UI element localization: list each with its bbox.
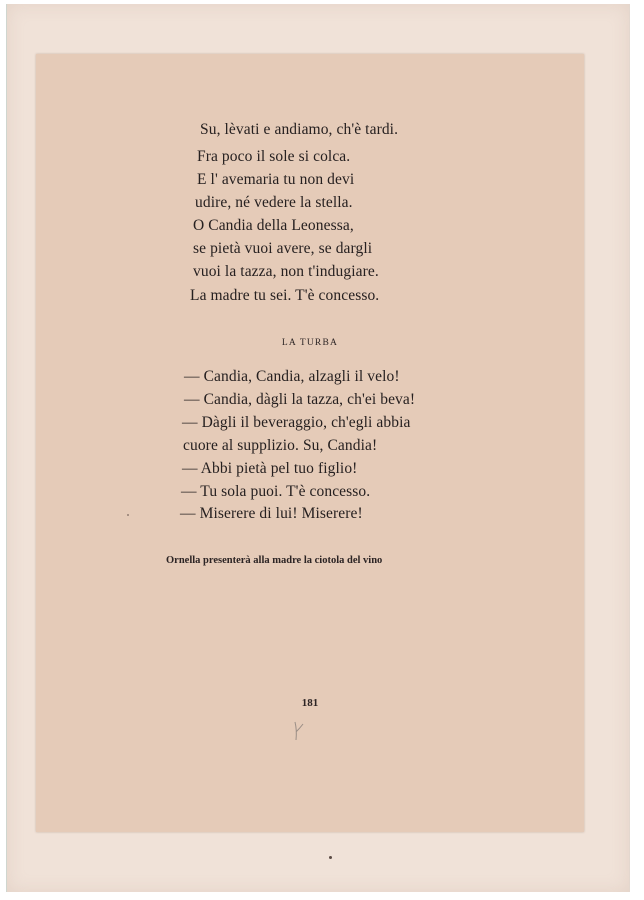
- book-page: [36, 54, 584, 832]
- mount-sheet: [6, 4, 630, 892]
- verse-line: — Abbi pietà pel tuo figlio!: [182, 460, 358, 477]
- dust-speck: [329, 856, 332, 859]
- speaker-heading: LA TURBA: [281, 338, 339, 348]
- verse-line: Su, lèvati e andiamo, ch'è tardi.: [200, 121, 399, 138]
- verse-line: vuoi la tazza, non t'indugiare.: [193, 263, 379, 280]
- verse-line: — Candia, Candia, alzagli il velo!: [184, 368, 400, 385]
- verse-line: — Dàgli il beveraggio, ch'egli abbia: [182, 414, 411, 431]
- page-number: 181: [301, 697, 319, 709]
- stage-direction: Ornella presenterà alla madre la ciotola del vino: [166, 555, 383, 566]
- verse-line: Fra poco il sole si colca.: [197, 148, 351, 165]
- verse-line: se pietà vuoi avere, se dargli: [193, 240, 373, 257]
- dust-speck: [127, 514, 129, 516]
- pencil-mark: [292, 720, 306, 742]
- verse-line: — Miserere di lui! Miserere!: [180, 505, 363, 522]
- verse-line: La madre tu sei. T'è concesso.: [190, 287, 380, 304]
- verse-line: E l' avemaria tu non devi: [197, 171, 355, 188]
- verse-line: O Candia della Leonessa,: [193, 217, 354, 234]
- verse-line: cuore al supplizio. Su, Candia!: [183, 437, 378, 454]
- verse-line: udire, né vedere la stella.: [195, 194, 353, 211]
- verse-line: — Tu sola puoi. T'è concesso.: [181, 483, 371, 500]
- verse-line: — Candia, dàgli la tazza, ch'ei beva!: [184, 391, 416, 408]
